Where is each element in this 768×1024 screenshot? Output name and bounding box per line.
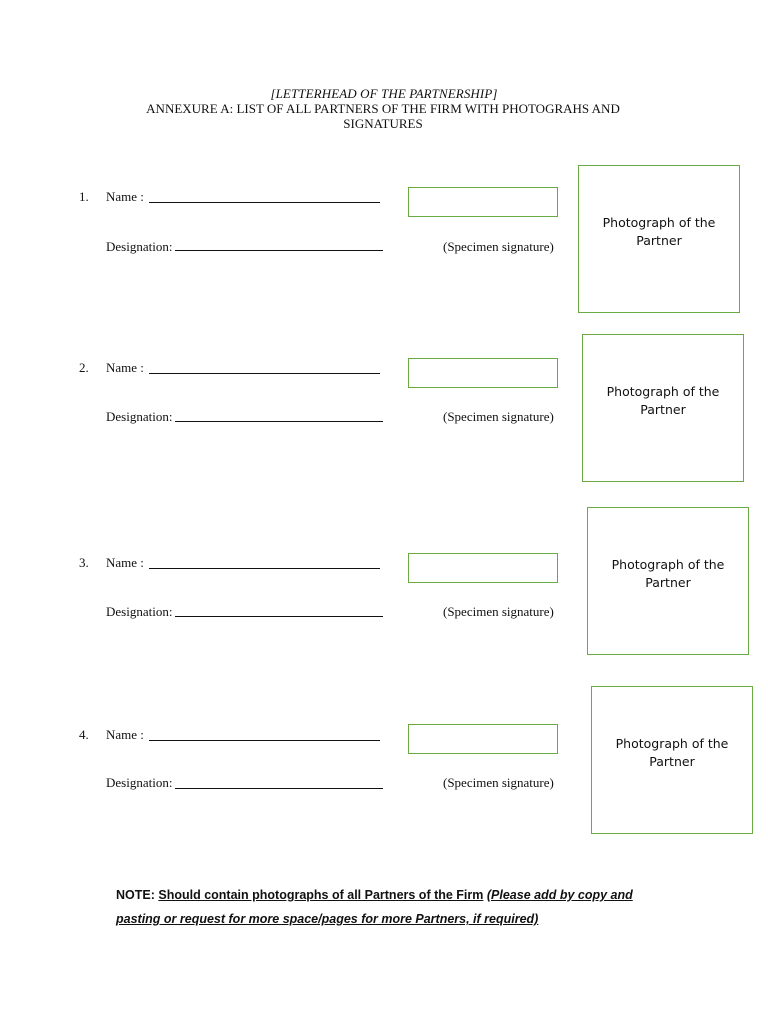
partner-number: 4. [79, 727, 89, 742]
designation-label: Designation: [106, 239, 173, 254]
photograph-box[interactable] [591, 686, 753, 834]
name-label: Name : [106, 360, 144, 375]
name-field-line[interactable] [149, 373, 380, 374]
specimen-signature-caption: (Specimen signature) [443, 604, 554, 619]
name-label: Name : [106, 555, 144, 570]
specimen-signature-caption: (Specimen signature) [443, 775, 554, 790]
signature-box[interactable] [408, 553, 558, 583]
specimen-signature-caption: (Specimen signature) [443, 239, 554, 254]
name-label: Name : [106, 727, 144, 742]
photograph-placeholder-text: Photograph of the Partner [602, 215, 716, 248]
name-field-line[interactable] [149, 202, 380, 203]
designation-label: Designation: [106, 409, 173, 424]
name-field-line[interactable] [149, 740, 380, 741]
designation-field-line[interactable] [175, 616, 383, 617]
photograph-placeholder-text: Photograph of the Partner [615, 736, 729, 769]
note-prefix: NOTE: [116, 888, 155, 902]
partner-number: 3. [79, 555, 89, 570]
note-italic-text: (Please add by copy and pasting or request for more space/pages for more Partners, if required) [116, 888, 633, 926]
annexure-title: ANNEXURE A: LIST OF ALL PARTNERS OF THE FIRM WITH PHOTOGRAHS AND SIGNATURES [146, 101, 620, 131]
partner-number: 2. [79, 360, 89, 375]
photograph-placeholder-text: Photograph of the Partner [611, 557, 725, 590]
note-main-text: Should contain photographs of all Partners of the Firm [158, 888, 484, 902]
designation-field-line[interactable] [175, 788, 383, 789]
designation-label: Designation: [106, 604, 173, 619]
photograph-box[interactable] [587, 507, 749, 655]
partner-number: 1. [79, 189, 89, 204]
photograph-box[interactable] [582, 334, 744, 482]
signature-box[interactable] [408, 358, 558, 388]
letterhead-title: [LETTERHEAD OF THE PARTNERSHIP] [270, 86, 498, 101]
name-label: Name : [106, 189, 144, 204]
specimen-signature-caption: (Specimen signature) [443, 409, 554, 424]
designation-field-line[interactable] [175, 250, 383, 251]
designation-label: Designation: [106, 775, 173, 790]
note-paragraph [116, 883, 676, 931]
signature-box[interactable] [408, 187, 558, 217]
photograph-box[interactable] [578, 165, 740, 313]
signature-box[interactable] [408, 724, 558, 754]
photograph-placeholder-text: Photograph of the Partner [606, 384, 720, 417]
designation-field-line[interactable] [175, 421, 383, 422]
name-field-line[interactable] [149, 568, 380, 569]
